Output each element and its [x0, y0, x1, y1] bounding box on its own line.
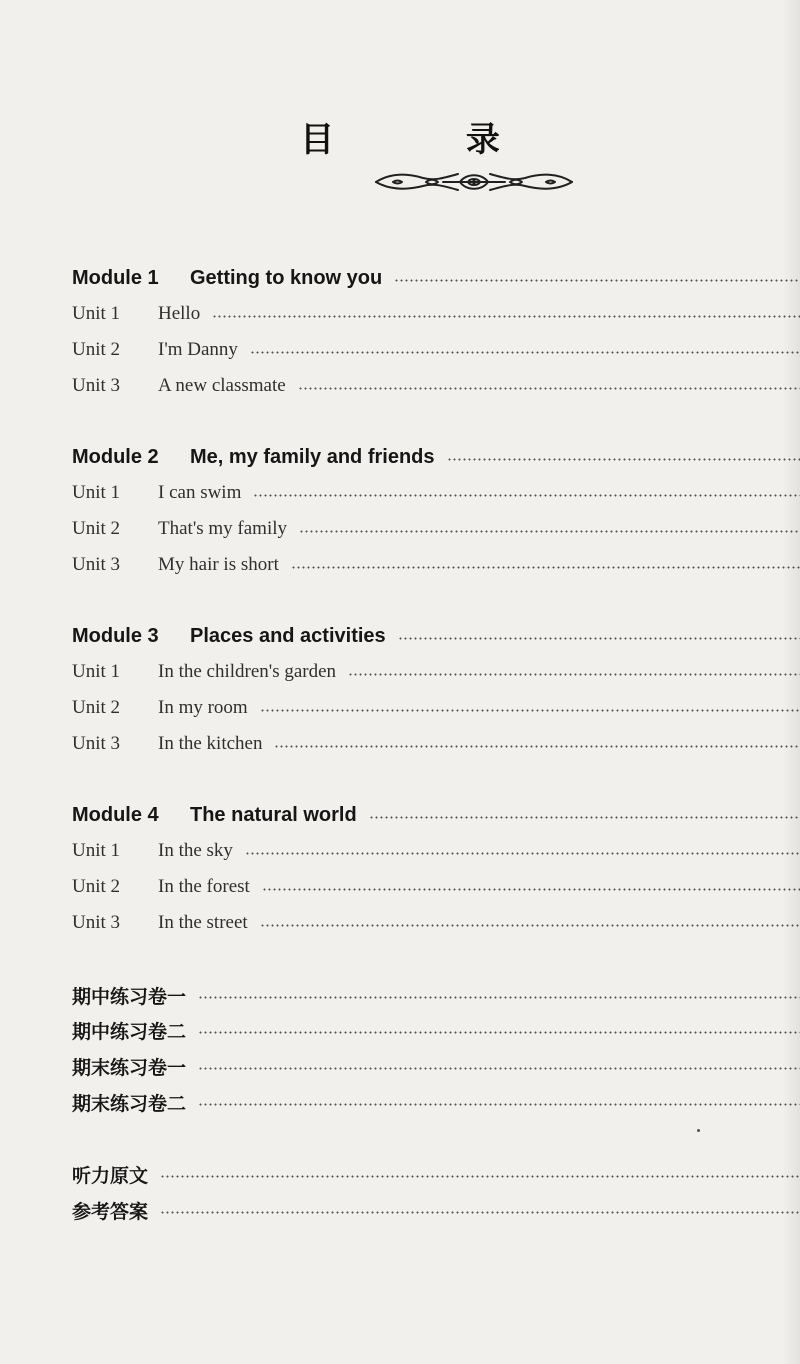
module-number: Module 3	[72, 624, 159, 647]
dot-leader	[198, 996, 800, 999]
unit-number: Unit 2	[72, 876, 121, 897]
unit-title: In the kitchen	[158, 733, 263, 754]
appendix-title: 参考答案	[72, 1200, 149, 1223]
unit-title: Hello	[158, 303, 201, 324]
unit-number: Unit 3	[72, 375, 121, 396]
toc-module-2-row[interactable]	[72, 441, 800, 473]
dot-leader	[198, 1031, 800, 1034]
dot-leader	[253, 494, 800, 497]
toc-unit-row[interactable]	[72, 692, 800, 724]
test-title: 期末练习卷二	[72, 1092, 187, 1115]
dot-leader	[348, 673, 800, 676]
module-number: Module 4	[72, 803, 159, 826]
toc-test-row[interactable]	[72, 1014, 800, 1046]
unit-title: In my room	[158, 697, 248, 718]
unit-title: In the street	[158, 912, 248, 933]
toc-module-1-row[interactable]	[72, 262, 800, 294]
toc-unit-row[interactable]	[72, 513, 800, 545]
test-title: 期中练习卷一	[72, 985, 187, 1008]
module-number: Module 1	[72, 266, 159, 289]
module-title: Getting to know you	[190, 266, 383, 289]
flourish-divider-icon	[368, 166, 580, 198]
unit-title: In the children's garden	[158, 661, 337, 682]
toc-unit-row[interactable]	[72, 477, 800, 509]
module-title: Places and activities	[190, 624, 386, 647]
appendix-title: 听力原文	[72, 1164, 149, 1187]
dot-leader	[198, 1067, 800, 1070]
toc-unit-row[interactable]	[72, 656, 800, 688]
unit-title: My hair is short	[158, 554, 279, 575]
unit-number: Unit 1	[72, 661, 121, 682]
dot-leader	[369, 816, 800, 819]
toc-test-row[interactable]	[72, 1050, 800, 1082]
dot-leader	[398, 637, 800, 640]
toc-appendix-row[interactable]	[72, 1194, 800, 1226]
unit-number: Unit 1	[72, 840, 121, 861]
dot-leader	[245, 852, 800, 855]
dot-leader	[298, 387, 800, 390]
unit-number: Unit 2	[72, 339, 121, 360]
page-title: 目 录	[300, 120, 560, 160]
unit-title: In the sky	[158, 840, 233, 861]
unit-number: Unit 1	[72, 303, 121, 324]
dot-leader	[262, 888, 800, 891]
dot-leader	[274, 745, 800, 748]
dot-leader	[198, 1103, 800, 1106]
dot-leader	[260, 924, 800, 927]
toc-unit-row[interactable]	[72, 334, 800, 366]
toc-module-4-row[interactable]	[72, 799, 800, 831]
toc-unit-row[interactable]	[72, 907, 800, 939]
unit-title: In the forest	[158, 876, 250, 897]
dot-leader	[447, 458, 800, 461]
dot-leader	[250, 351, 800, 354]
module-title: The natural world	[190, 803, 357, 826]
dot-leader	[160, 1175, 800, 1178]
unit-number: Unit 3	[72, 912, 121, 933]
dot-leader	[260, 709, 800, 712]
unit-number: Unit 3	[72, 733, 121, 754]
unit-title: A new classmate	[158, 375, 286, 396]
dot-leader	[160, 1211, 800, 1214]
module-number: Module 2	[72, 445, 159, 468]
scan-speck	[697, 1129, 700, 1132]
test-title: 期末练习卷一	[72, 1056, 187, 1079]
unit-number: Unit 2	[72, 518, 121, 539]
unit-number: Unit 1	[72, 482, 121, 503]
toc-unit-row[interactable]	[72, 549, 800, 581]
unit-title: I'm Danny	[158, 339, 238, 360]
dot-leader	[291, 566, 800, 569]
toc-test-row[interactable]	[72, 979, 800, 1011]
test-title: 期中练习卷二	[72, 1020, 187, 1043]
toc-unit-row[interactable]	[72, 370, 800, 402]
dot-leader	[299, 530, 800, 533]
dot-leader	[212, 315, 800, 318]
unit-title: I can swim	[158, 482, 242, 503]
toc-appendix-row[interactable]	[72, 1158, 800, 1190]
toc-unit-row[interactable]	[72, 728, 800, 760]
unit-title: That's my family	[158, 518, 288, 539]
toc-unit-row[interactable]	[72, 298, 800, 330]
dot-leader	[394, 279, 800, 282]
toc-module-3-row[interactable]	[72, 620, 800, 652]
unit-number: Unit 3	[72, 554, 121, 575]
toc-test-row[interactable]	[72, 1086, 800, 1118]
toc-unit-row[interactable]	[72, 871, 800, 903]
unit-number: Unit 2	[72, 697, 121, 718]
toc-unit-row[interactable]	[72, 835, 800, 867]
module-title: Me, my family and friends	[190, 445, 435, 468]
